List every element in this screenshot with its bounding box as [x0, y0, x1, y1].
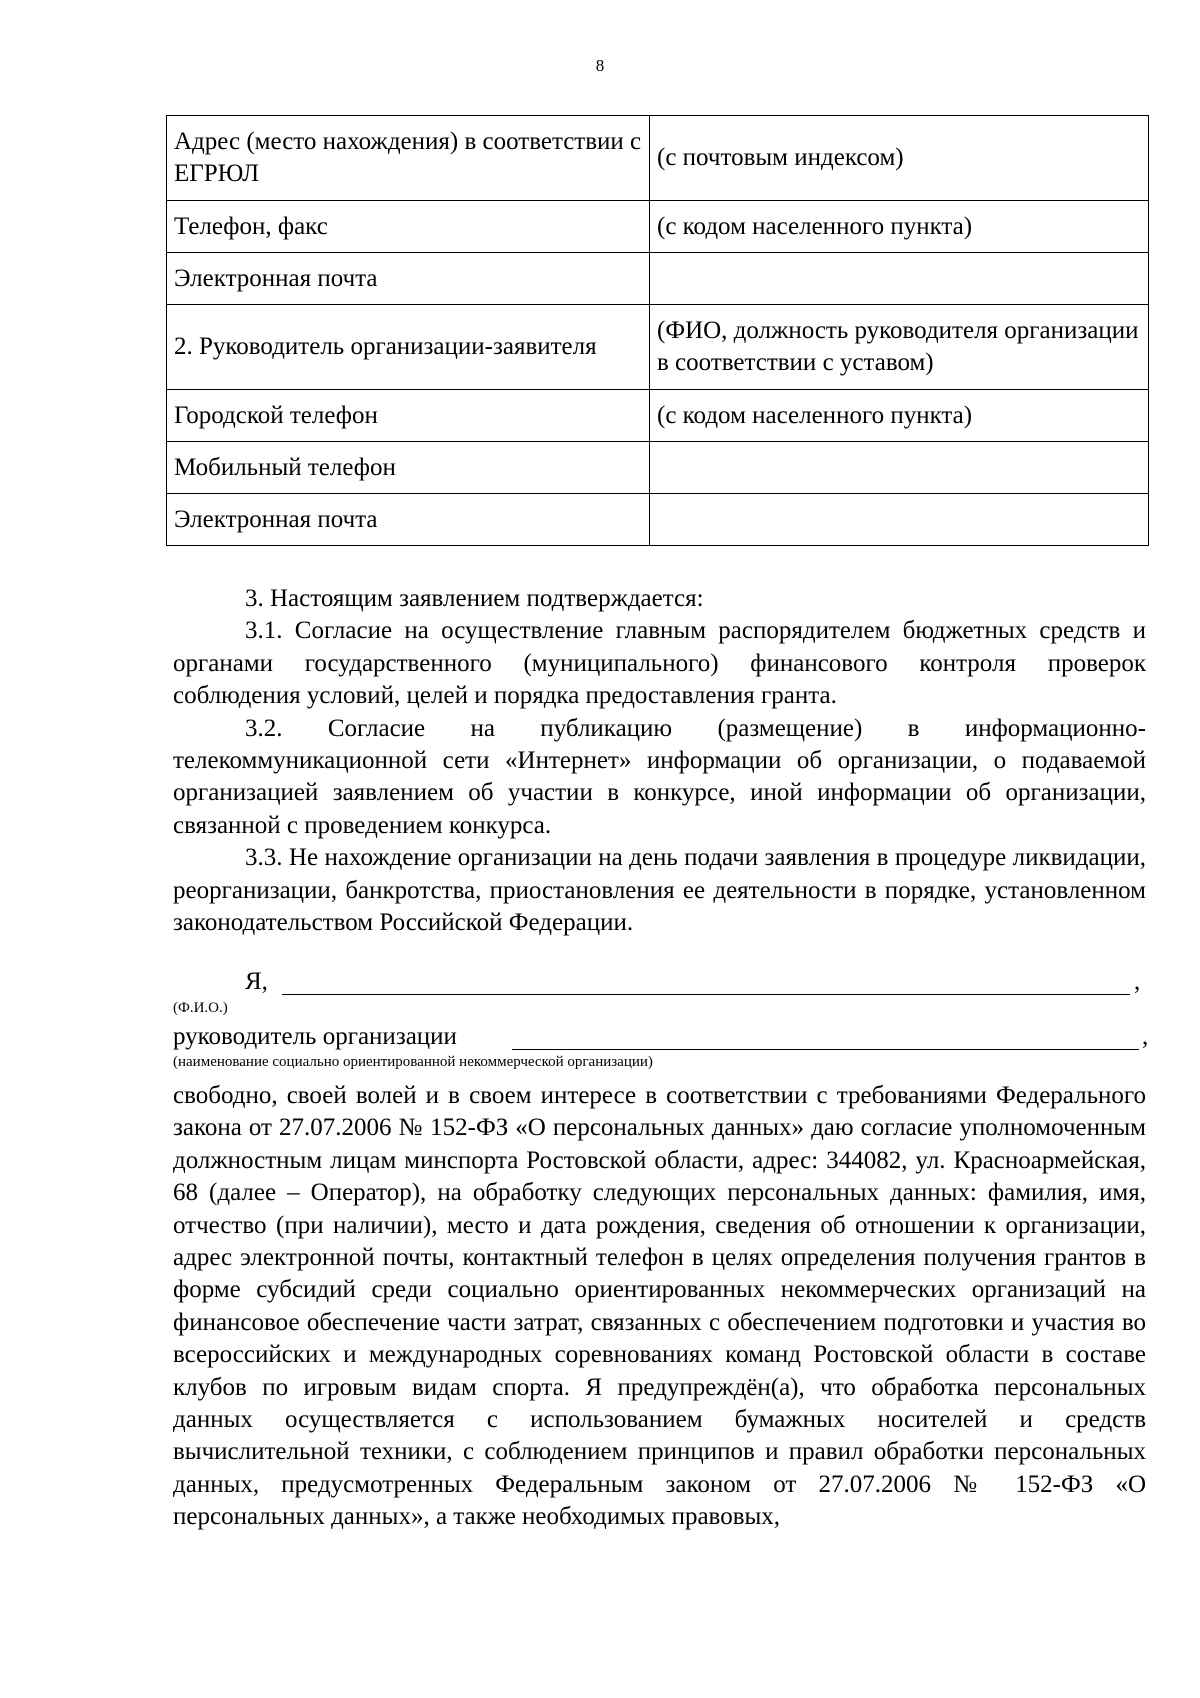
row-label: Городской телефон — [167, 390, 650, 442]
row-value — [650, 253, 1149, 305]
applicant-info-table — [166, 115, 1149, 546]
table-row — [167, 494, 1149, 546]
section-3 — [173, 583, 1146, 939]
paragraph-3-3: 3.3. Не нахождение организации на день подачи заявления в процедуре ликвидации, реорганизации, банкротства, приостановления ее деятельности в порядке, установленном законодательством Российской Федерации. — [173, 844, 1146, 937]
section-3-intro: 3. Настоящим заявлением подтверждается: — [245, 585, 704, 612]
table-row — [167, 201, 1149, 253]
org-caption: (наименование социально ориентированной некоммерческой организации) — [173, 1054, 653, 1070]
table-row — [167, 253, 1149, 305]
row-value — [650, 494, 1149, 546]
org-line — [512, 1049, 1139, 1050]
paragraph-3-1: 3.1. Согласие на осуществление главным распорядителем бюджетных средств и органами государственного (муниципального) финансового контроля проверок соблюдения условий, целей и порядка предоставления гранта. — [173, 617, 1146, 710]
consent-text: свободно, своей волей и в своем интересе в соответствии с требованиями Федерального закона от 27.07.2006 № 152-ФЗ «О персональных данных» даю согласие уполномоченным должностным лицам минспорта Ростовской области, адрес: 344082, ул. Красноармейская, 68 (далее – Оператор), на обработку следующих персональных данных: фамилия, имя, отчество (при наличии), место и дата рождения, сведения об отношении к организации, адрес электронной почты, контактный телефон в целях определения получения грантов в форме субсидий среди социально ориентированных некоммерческих организаций на финансовое обеспечение части затрат, связанных с обеспечением подготовки и участия во всероссийских и международных соревнованиях команд Ростовской области в составе клубов по игровым видам спорта. Я предупреждён(а), что обработка персональных данных осуществляется с использованием бумажных носителей и средств вычислительной техники, с соблюдением принципов и правил обработки персональных данных, предусмотренных Федеральным законом от 27.07.2006 № 152-ФЗ «О персональных данных», а также необходимых правовых, — [173, 1082, 1146, 1531]
head-label: руководитель организации — [173, 1023, 457, 1050]
paragraph-3-2: 3.2. Согласие на публикацию (размещение) в информационно-телекоммуникационной сети «Интернет» информации об организации, о подаваемой организацией заявлением об участии в конкурсе, иной информации об организации, связанной с проведением конкурса. — [173, 714, 1146, 839]
table-row — [167, 390, 1149, 442]
org-comma: , — [1142, 1023, 1149, 1050]
row-label: Электронная почта — [167, 494, 650, 546]
ya-label: Я, — [245, 968, 268, 995]
table-row — [167, 442, 1149, 494]
fio-line — [282, 994, 1130, 995]
row-label: Адрес (место нахождения) в соответствии с ЕГРЮЛ — [167, 116, 650, 201]
row-label: Телефон, факс — [167, 201, 650, 253]
fio-caption: (Ф.И.О.) — [173, 1000, 228, 1016]
row-value: (с почтовым индексом) — [650, 116, 1149, 201]
fio-comma: , — [1134, 968, 1141, 995]
row-label: Мобильный телефон — [167, 442, 650, 494]
table-row — [167, 116, 1149, 201]
row-label: Электронная почта — [167, 253, 650, 305]
row-label: 2. Руководитель организации-заявителя — [167, 305, 650, 390]
row-value: (ФИО, должность руководителя организации в соответствии с уставом) — [650, 305, 1149, 390]
row-value: (с кодом населенного пункта) — [650, 201, 1149, 253]
row-value — [650, 442, 1149, 494]
consent-paragraph — [173, 1080, 1146, 1534]
table-row — [167, 305, 1149, 390]
row-value: (с кодом населенного пункта) — [650, 390, 1149, 442]
page-number: 8 — [595, 56, 605, 75]
